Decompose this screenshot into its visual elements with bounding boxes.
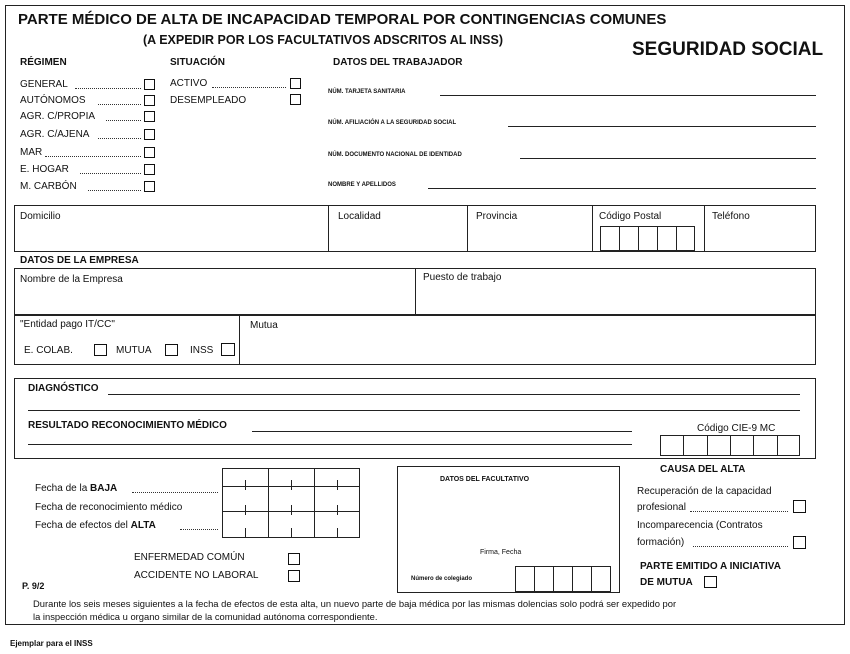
regimen-autonomos-checkbox[interactable] [144,95,155,106]
trabajador-heading: DATOS DEL TRABAJADOR [333,57,463,68]
regimen-carbon-checkbox[interactable] [144,181,155,192]
fecha-efectos-prefix: Fecha de efectos del [35,520,131,531]
cell-divider [638,226,639,251]
mutua-label: Mutua [250,320,278,331]
grid-tick [245,505,246,515]
tarjeta-line[interactable] [440,95,816,96]
tarjeta-label: NÚM. TARJETA SANITARIA [328,89,406,95]
regimen-mar-checkbox[interactable] [144,147,155,158]
brand-label: SEGURIDAD SOCIAL [632,39,824,60]
dot-leader [690,511,788,512]
regimen-autonomos: AUTÓNOMOS [20,95,86,106]
cell-divider [753,435,754,456]
grid-tick [245,528,246,538]
regimen-agr-propia: AGR. C/PROPIA [20,111,96,122]
cell-divider [572,566,573,592]
diagnostico-line[interactable] [108,394,800,395]
codigo-postal-boxes[interactable] [600,226,695,251]
parte-mutua-checkbox[interactable] [704,576,717,588]
divider [467,205,468,252]
fecha-efectos-bold: ALTA [130,520,156,531]
dni-label: NÚM. DOCUMENTO NACIONAL DE IDENTIDAD [328,152,462,158]
entidad-ecolab-checkbox[interactable] [94,344,107,356]
incomparecencia-label-1: Incomparecencia (Contratos [637,520,763,531]
grid-tick [291,480,292,490]
grid-line [314,468,315,538]
entidad-inss-checkbox[interactable] [221,343,235,356]
entidad-row [14,315,816,365]
ejemplar-label: Ejemplar para el INSS [10,639,93,648]
puesto-label: Puesto de trabajo [423,272,502,283]
divider [415,268,416,315]
situacion-desempleado: DESEMPLEADO [170,95,247,106]
situacion-activo-checkbox[interactable] [290,78,301,89]
domicilio-row [14,205,816,252]
entidad-mutua: MUTUA [116,345,152,356]
dot-leader [180,529,218,530]
regimen-mar: MAR [20,147,43,158]
accidente-no-laboral-label: ACCIDENTE NO LABORAL [134,570,259,581]
regimen-general-checkbox[interactable] [144,79,155,90]
dot-leader [75,88,141,89]
fecha-baja-prefix: Fecha de la [35,483,91,494]
diagnostico-line-2[interactable] [28,410,800,411]
resultado-line[interactable] [252,431,632,432]
entidad-label: "Entidad pago IT/CC" [20,319,115,330]
afiliacion-line[interactable] [508,126,816,127]
grid-tick [245,480,246,490]
regimen-heading: RÉGIMEN [20,57,67,68]
colegiado-label: Número de colegiado [411,576,473,582]
accidente-no-laboral-checkbox[interactable] [288,570,300,582]
dot-leader [98,138,141,139]
grid-tick [291,528,292,538]
recuperacion-label-2: profesional [637,502,686,513]
grid-line [268,468,269,538]
firma-label: Firma, Fecha [480,549,522,556]
regimen-carbon: M. CARBÓN [20,181,77,192]
cell-divider [534,566,535,592]
enfermedad-comun-label: ENFERMEDAD COMÚN [134,552,245,563]
grid-tick [337,528,338,538]
fecha-reconocimiento-label: Fecha de reconocimiento médico [35,502,183,513]
situacion-desempleado-checkbox[interactable] [290,94,301,105]
cell-divider [553,566,554,592]
situacion-heading: SITUACIÓN [170,57,225,68]
causa-heading: CAUSA DEL ALTA [660,464,746,475]
recuperacion-label-1: Recuperación de la capacidad [637,486,772,497]
divider [239,315,240,365]
entidad-inss: INSS [190,345,214,356]
regimen-agr-ajena-checkbox[interactable] [144,129,155,140]
empresa-heading: DATOS DE LA EMPRESA [20,255,139,266]
provincia-label: Provincia [476,211,518,222]
dni-line[interactable] [520,158,816,159]
fecha-baja-label [35,484,117,494]
regimen-hogar-checkbox[interactable] [144,164,155,175]
colegiado-boxes[interactable] [515,566,611,592]
divider [592,205,593,252]
parte-mutua-label-2: DE MUTUA [640,577,693,588]
resultado-line-2[interactable] [28,444,632,445]
resultado-label: RESULTADO RECONOCIMIENTO MÉDICO [28,420,227,431]
recuperacion-checkbox[interactable] [793,500,806,513]
cell-divider [777,435,778,456]
incomparecencia-label-2: formación) [637,537,685,548]
cell-divider [591,566,592,592]
entidad-mutua-checkbox[interactable] [165,344,178,356]
domicilio-label: Domicilio [20,211,61,222]
form-title: PARTE MÉDICO DE ALTA DE INCAPACIDAD TEMPORAL POR CONTINGENCIAS COMUNES [18,11,667,28]
form-subtitle: (A EXPEDIR POR LOS FACULTATIVOS ADSCRITOS AL INSS) [143,33,503,47]
dot-leader [132,492,218,493]
cell-divider [683,435,684,456]
diagnostico-label: DIAGNÓSTICO [28,383,99,394]
cell-divider [676,226,677,251]
dot-leader [45,156,141,157]
regimen-general: GENERAL [20,79,68,90]
afiliacion-label: NÚM. AFILIACIÓN A LA SEGURIDAD SOCIAL [328,120,457,126]
parte-mutua-label-1: PARTE EMITIDO A INICIATIVA [640,561,781,572]
telefono-label: Teléfono [712,211,750,222]
situacion-activo: ACTIVO [170,78,208,89]
facultativo-heading: DATOS DEL FACULTATIVO [440,476,530,483]
regimen-agr-ajena: AGR. C/AJENA [20,129,90,140]
legal-note-1: Durante los seis meses siguientes a la fecha de efectos de esta alta, un nuevo parte de baja médica por las mismas dolencias solo podrá ser expedido por [33,598,677,609]
cell-divider [657,226,658,251]
grid-tick [291,505,292,515]
grid-tick [337,505,338,515]
entidad-ecolab: E. COLAB. [24,345,73,356]
grid-tick [337,480,338,490]
codigo-postal-label: Código Postal [599,211,662,222]
dot-leader [106,120,141,121]
fecha-baja-bold: BAJA [90,483,118,494]
dot-leader [212,87,286,88]
legal-note-2: la inspección médica u organo similar de la comunidad autónoma correspondiente. [33,611,378,622]
dot-leader [88,190,141,191]
regimen-hogar: E. HOGAR [20,164,69,175]
codigo-cie-label: Código CIE-9 MC [697,423,776,434]
regimen-agr-propia-checkbox[interactable] [144,111,155,122]
fecha-efectos-label [35,521,156,531]
dot-leader [693,546,788,547]
localidad-label: Localidad [338,211,381,222]
incomparecencia-checkbox[interactable] [793,536,806,549]
divider [704,205,705,252]
divider [328,205,329,252]
cell-divider [619,226,620,251]
cell-divider [707,435,708,456]
cell-divider [730,435,731,456]
form-code: P. 9/2 [22,581,45,591]
empresa-nombre-label: Nombre de la Empresa [20,274,123,285]
nombre-label: NOMBRE Y APELLIDOS [328,182,396,188]
dot-leader [80,173,141,174]
dot-leader [98,104,141,105]
enfermedad-comun-checkbox[interactable] [288,553,300,565]
nombre-line[interactable] [428,188,816,189]
